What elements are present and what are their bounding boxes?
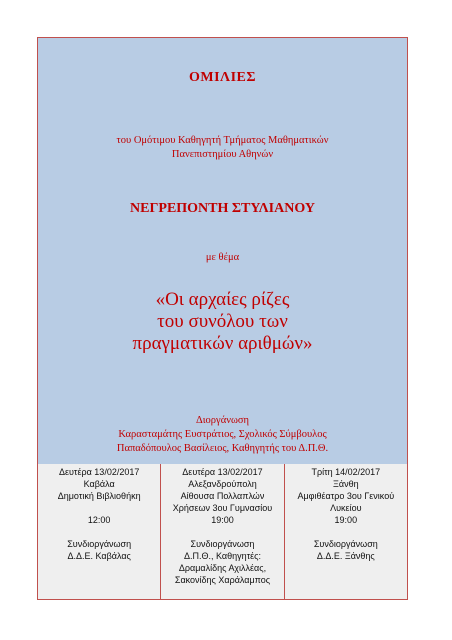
professor-title (38, 134, 407, 162)
event-date: Τρίτη 14/02/2017 (311, 467, 381, 477)
event-detail: Δ.Δ.Ε. Καβάλας (67, 551, 131, 561)
event-detail: Συνδιοργάνωση (67, 539, 132, 549)
organizer-line: Καρασταμάτης Ευστράτιος, Σχολικός Σύμβουλος (118, 429, 327, 440)
schedule-table (38, 464, 407, 599)
event-time: 19:00 (211, 515, 234, 525)
lecture-title (38, 289, 407, 355)
schedule-column-kavala (38, 464, 160, 599)
schedule-column-xanthi (284, 464, 407, 599)
event-detail: Δ.Π.Θ., Καθηγητές: (183, 551, 262, 561)
poster-main-panel (38, 38, 407, 465)
lecture-poster (37, 37, 408, 600)
event-time: 19:00 (334, 515, 358, 525)
event-detail: Αμφιθέατρο 3ου Γενικού (297, 491, 395, 501)
event-time: 12:00 (87, 515, 111, 525)
lecture-title-line: του συνόλου των (157, 311, 288, 332)
event-date: Δευτέρα 13/02/2017 (182, 467, 263, 477)
topic-label: με θέμα (205, 252, 240, 263)
event-detail: Χρήσεων 3ου Γυμνασίου (172, 503, 273, 513)
event-detail: Συνδιοργάνωση (190, 539, 255, 549)
event-detail: Αίθουσα Πολλαπλών (180, 491, 265, 501)
event-detail (38, 502, 160, 514)
event-detail: Καβάλα (83, 479, 115, 489)
professor-title-line: Πανεπιστημίου Αθηνών (171, 149, 274, 160)
organizers (38, 414, 407, 456)
event-date: Δευτέρα 13/02/2017 (58, 467, 140, 477)
event-detail: Συνδιοργάνωση (313, 539, 378, 549)
professor-title-line: του Ομότιμου Καθηγητή Τμήματος Μαθηματικών (116, 135, 329, 146)
speaker-name: ΝΕΓΡΕΠΟΝΤΗ ΣΤΥΛΙΑΝΟΥ (130, 201, 315, 216)
lecture-title-line: πραγματικών αριθμών» (132, 333, 313, 354)
organizer-line: Παπαδόπουλος Βασίλειος, Καθηγητής του Δ.Π.Θ. (116, 443, 329, 454)
event-detail: Δραμαλίδης Αχιλλέας, (178, 563, 267, 573)
event-detail: Σακονίδης Χαράλαμπος (174, 575, 271, 585)
event-detail: Αλεξανδρούπολη (188, 479, 257, 489)
event-detail (161, 526, 283, 538)
event-detail: Δ.Δ.Ε. Ξάνθης (316, 551, 375, 561)
schedule-column-alexandroupoli (160, 464, 283, 599)
organizers-heading: Διοργάνωση (195, 415, 250, 426)
event-detail (285, 526, 407, 538)
event-detail (38, 526, 160, 538)
lecture-title-line: «Οι αρχαίες ρίζες (155, 289, 290, 310)
event-detail: Λυκείου (330, 503, 362, 513)
poster-heading: ΟΜΙΛΙΕΣ (188, 70, 257, 85)
event-detail: Δημοτική Βιβλιοθήκη (57, 491, 141, 501)
event-detail: Ξάνθη (333, 479, 359, 489)
